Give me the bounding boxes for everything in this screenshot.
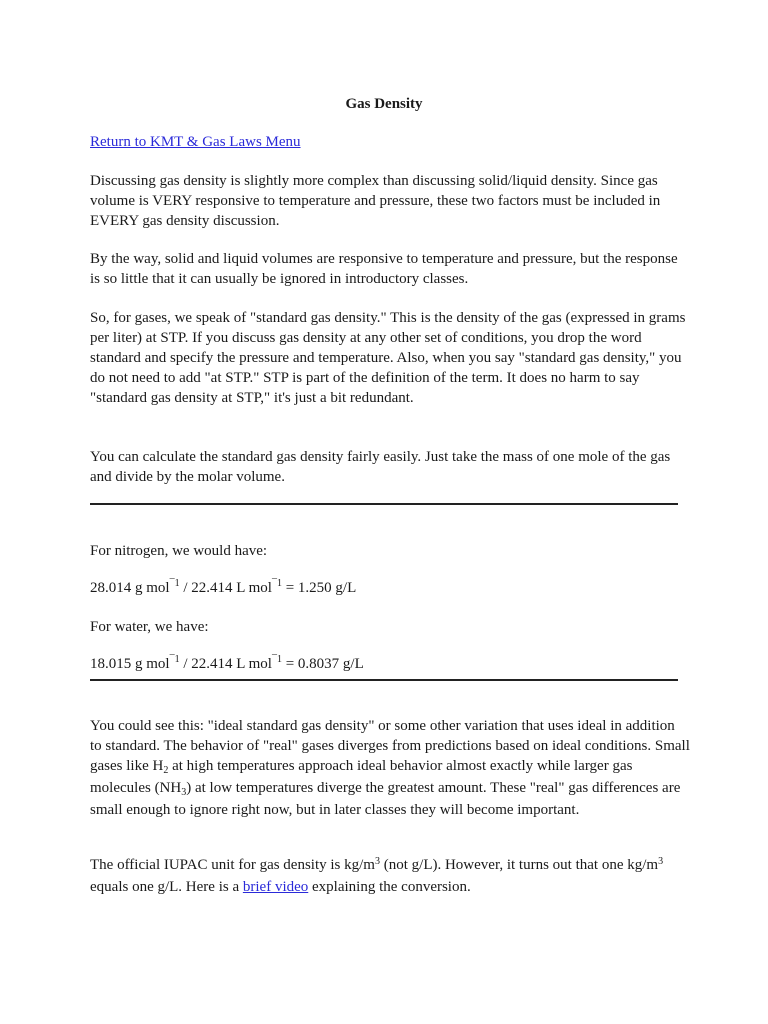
nitrogen-exponent-2: ¯1 xyxy=(271,578,282,589)
ideal-text-1: You could see this: "ideal standard gas density" or some other variation that uses ideal in addition to standard. The behavior of "real" gases diverges from predictions based on ideal conditions. Small gases like H xyxy=(90,718,690,774)
paragraph-standard-density: So, for gases, we speak of "standard gas density." This is the density of the gas (expressed in grams per liter) at STP. If you discuss gas density at any other set of conditions, you drop the word standard and specify the pressure and temperature. Also, when you say "standard gas density," you do not need to add "at STP." STP is part of the definition of the term. It does no harm to say "standard gas density at STP," it's just a bit redundant. xyxy=(90,310,686,406)
water-molar-volume: / 22.414 L mol xyxy=(179,656,272,672)
ideal-text-2: at high temperatures approach ideal behavior almost exactly while larger gas molecules (NH xyxy=(90,758,633,796)
nitrogen-molar-volume: / 22.414 L mol xyxy=(179,580,272,596)
nitrogen-result: = 1.250 g/L xyxy=(281,580,357,596)
water-exponent-1: ¯1 xyxy=(169,654,180,665)
water-mass: 18.015 g mol xyxy=(90,656,170,672)
paragraph-intro: Discussing gas density is slightly more complex than discussing solid/liquid density. Since gas volume is VERY responsive to temperature and pressure, these two factors must be included in EVERY gas density discussion. xyxy=(90,173,661,229)
iupac-text-3: equals one g/L. Here is a xyxy=(90,879,243,895)
water-result: = 0.8037 g/L xyxy=(281,656,364,672)
iupac-text-1: The official IUPAC unit for gas density is kg/m xyxy=(90,857,375,873)
nitrogen-mass: 28.014 g mol xyxy=(90,580,170,596)
superscript-m3-second: 3 xyxy=(658,856,664,867)
iupac-text-4: explaining the conversion. xyxy=(308,879,471,895)
paragraph-solid-liquid: By the way, solid and liquid volumes are responsive to temperature and pressure, but the response is so little that it can usually be ignored in introductory classes. xyxy=(90,251,678,287)
paragraph-iupac-unit xyxy=(90,855,690,897)
return-to-menu-link[interactable]: Return to KMT & Gas Laws Menu xyxy=(90,134,301,150)
nitrogen-exponent-1: ¯1 xyxy=(169,578,180,589)
nitrogen-equation xyxy=(90,578,356,600)
horizontal-rule-bottom xyxy=(90,679,678,681)
subscript-nh3: 3 xyxy=(181,787,187,798)
water-equation xyxy=(90,654,364,676)
paragraph-calculate: You can calculate the standard gas density fairly easily. Just take the mass of one mole of the gas and divide by the molar volume. xyxy=(90,449,671,485)
water-intro: For water, we have: xyxy=(90,619,209,635)
subscript-h2: 2 xyxy=(163,765,169,776)
paragraph-ideal-gas xyxy=(90,716,690,820)
iupac-text-2: (not g/L). However, it turns out that one kg/m xyxy=(379,857,659,873)
superscript-m3-first: 3 xyxy=(374,856,380,867)
page-title: Gas Density xyxy=(345,96,423,112)
horizontal-rule-top xyxy=(90,503,678,505)
nitrogen-intro: For nitrogen, we would have: xyxy=(90,543,268,559)
water-exponent-2: ¯1 xyxy=(271,654,282,665)
brief-video-link[interactable]: brief video xyxy=(242,879,309,895)
ideal-text-3: ) at low temperatures diverge the greatest amount. These "real" gas differences are small enough to ignore right now, but in later classes they will become important. xyxy=(90,780,681,818)
